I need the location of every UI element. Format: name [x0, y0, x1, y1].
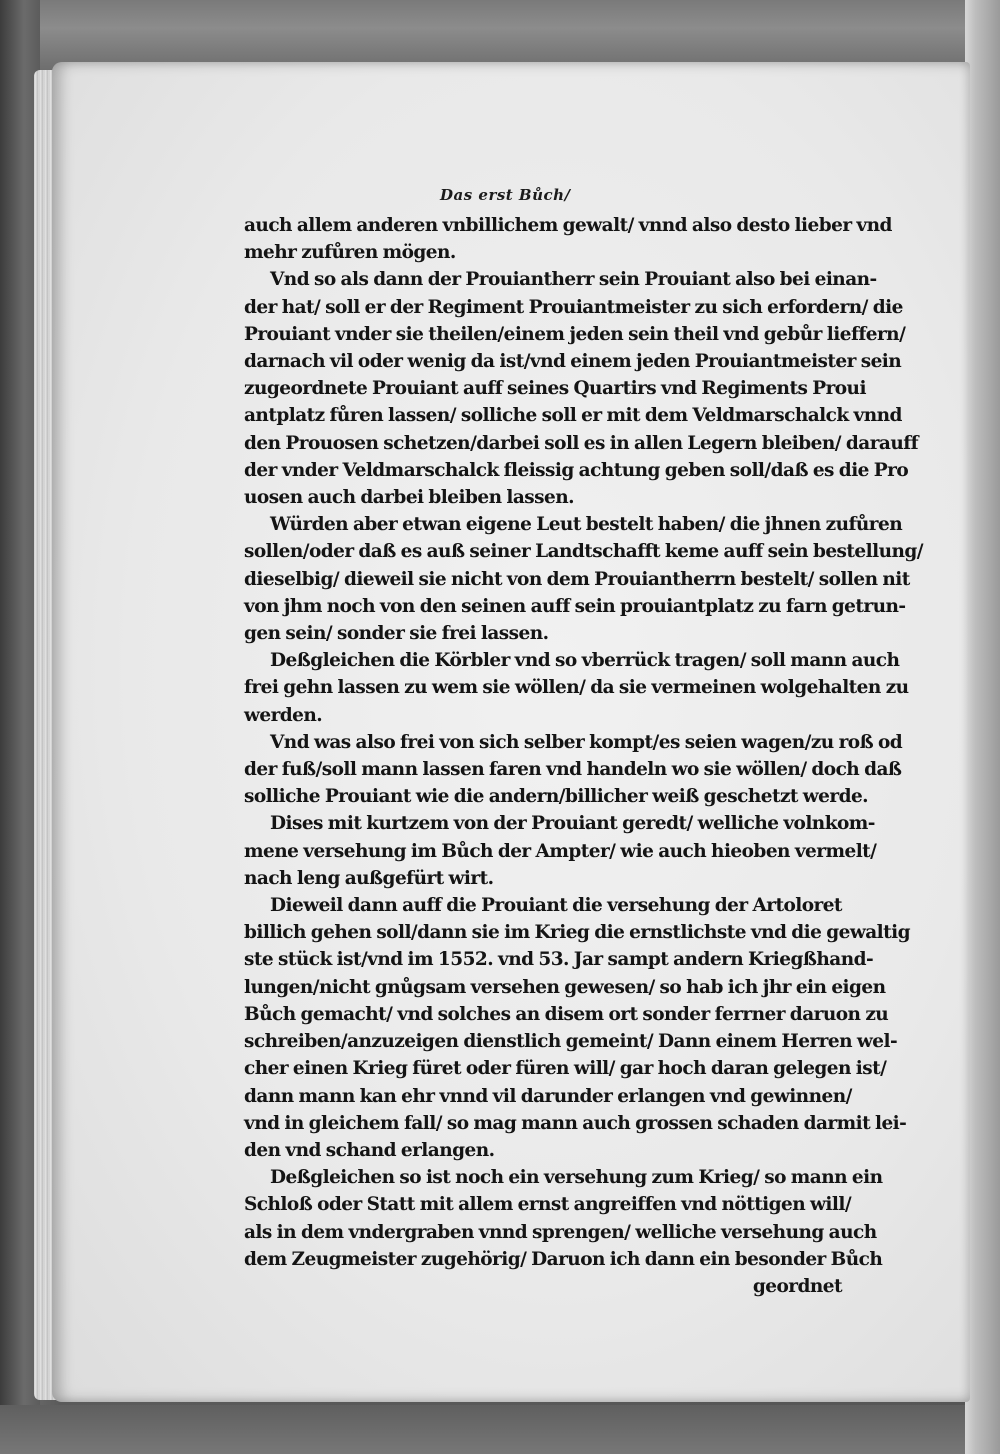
- text-line: als in dem vndergraben vnnd sprengen/ welliche versehung auch: [244, 1221, 877, 1243]
- text-line: Schloß oder Statt mit allem ernst angreiffen vnd nöttigen will/: [244, 1194, 852, 1216]
- text-line: darnach vil oder wenig da ist/vnd einem jeden Prouiantmeister sein: [244, 351, 902, 373]
- text-line: der vnder Veldmarschalck fleissig achtung geben soll/daß es die Pro: [244, 459, 909, 481]
- text-line: sollen/oder daß es auß seiner Landtschafft keme auff sein bestellung/: [244, 541, 923, 563]
- text-line: uosen auch darbei bleiben lassen.: [244, 487, 575, 509]
- text-line: auch allem anderen vnbillichem gewalt/ vnnd also desto lieber vnd: [244, 215, 892, 236]
- text-line: gen sein/ sonder sie frei lassen.: [244, 623, 549, 645]
- text-line: dann mann kan ehr vnnd vil darunder erlangen vnd gewinnen/: [244, 1085, 852, 1107]
- text-line: der hat/ soll er der Regiment Prouiantmeister zu sich erfordern/ die: [244, 296, 903, 318]
- text-line: von jhm noch von den seinen auff sein prouiantplatz zu farn getrun-: [244, 595, 906, 617]
- text-line: Dieweil dann auff die Prouiant die versehung der Artoloret: [270, 895, 842, 917]
- book-cover-bottom: [0, 1405, 1000, 1454]
- text-line: werden.: [244, 704, 323, 726]
- text-line: dieselbig/ dieweil sie nicht von dem Prouiantherrn bestelt/ sollen nit: [244, 568, 910, 590]
- text-line: mene versehung im Bůch der Ampter/ wie auch hieoben vermelt/: [244, 840, 877, 862]
- text-line: nach leng außgefürt wirt.: [244, 867, 494, 889]
- text-line: Vnd so als dann der Prouiantherr sein Prouiant also bei einan-: [270, 269, 877, 291]
- book-cover-top: [0, 0, 1000, 70]
- text-line: schreiben/anzuzeigen dienstlich gemeint/ Dann einem Herren wel-: [244, 1031, 898, 1053]
- text-line: den Prouosen schetzen/darbei soll es in allen Legern bleiben/ darauff: [244, 432, 919, 454]
- text-line: den vnd schand erlangen.: [244, 1139, 495, 1161]
- text-line: mehr zufůren mögen.: [244, 242, 456, 264]
- text-line: lungen/nicht gnůgsam versehen gewesen/ so hab ich jhr ein eigen: [244, 976, 886, 998]
- text-line: vnd in gleichem fall/ so mag mann auch grossen schaden darmit lei-: [244, 1112, 907, 1134]
- text-line: cher einen Krieg füret oder füren will/ gar hoch daran gelegen ist/: [244, 1058, 887, 1080]
- text-line: Prouiant vnder sie theilen/einem jeden sein theil vnd gebůr lieffern/: [244, 323, 906, 345]
- text-line: ste stück ist/vnd im 1552. vnd 53. Jar sampt andern Kriegßhand-: [244, 949, 874, 971]
- body-text: [244, 212, 923, 1300]
- text-line: Dises mit kurtzem von der Prouiant geredt/ welliche volnkom-: [270, 813, 875, 835]
- catchword: geordnet: [752, 1275, 842, 1297]
- text-line: antplatz fůren lassen/ solliche soll er mit dem Veldmarschalck vnnd: [244, 405, 902, 427]
- running-head: Das erst Bůch/: [440, 186, 571, 204]
- text-line: Würden aber etwan eigene Leut bestelt haben/ die jhnen zufůren: [270, 514, 903, 536]
- text-line: Deßgleichen so ist noch ein versehung zum Krieg/ so mann ein: [270, 1167, 883, 1189]
- text-line: solliche Prouiant wie die andern/billicher weiß geschetzt werde.: [244, 786, 869, 808]
- text-line: der fuß/soll mann lassen faren vnd handeln wo sie wöllen/ doch daß: [244, 759, 902, 781]
- facing-page-edge: [965, 0, 1000, 1454]
- text-line: frei gehn lassen zu wem sie wöllen/ da sie vermeinen wolgehalten zu: [244, 677, 909, 699]
- text-line: billich gehen soll/dann sie im Krieg die ernstlichste vnd die gewaltig: [244, 922, 911, 944]
- text-line: Deßgleichen die Körbler vnd so vberrück tragen/ soll mann auch: [270, 650, 900, 672]
- text-line: Bůch gemacht/ vnd solches an disem ort sonder ferrner daruon zu: [244, 1003, 889, 1025]
- text-line: dem Zeugmeister zugehörig/ Daruon ich dann ein besonder Bůch: [244, 1248, 883, 1270]
- text-line: Vnd was also frei von sich selber kompt/es seien wagen/zu roß od: [270, 731, 903, 753]
- text-line: zugeordnete Prouiant auff seines Quartirs vnd Regiments Proui: [244, 378, 866, 400]
